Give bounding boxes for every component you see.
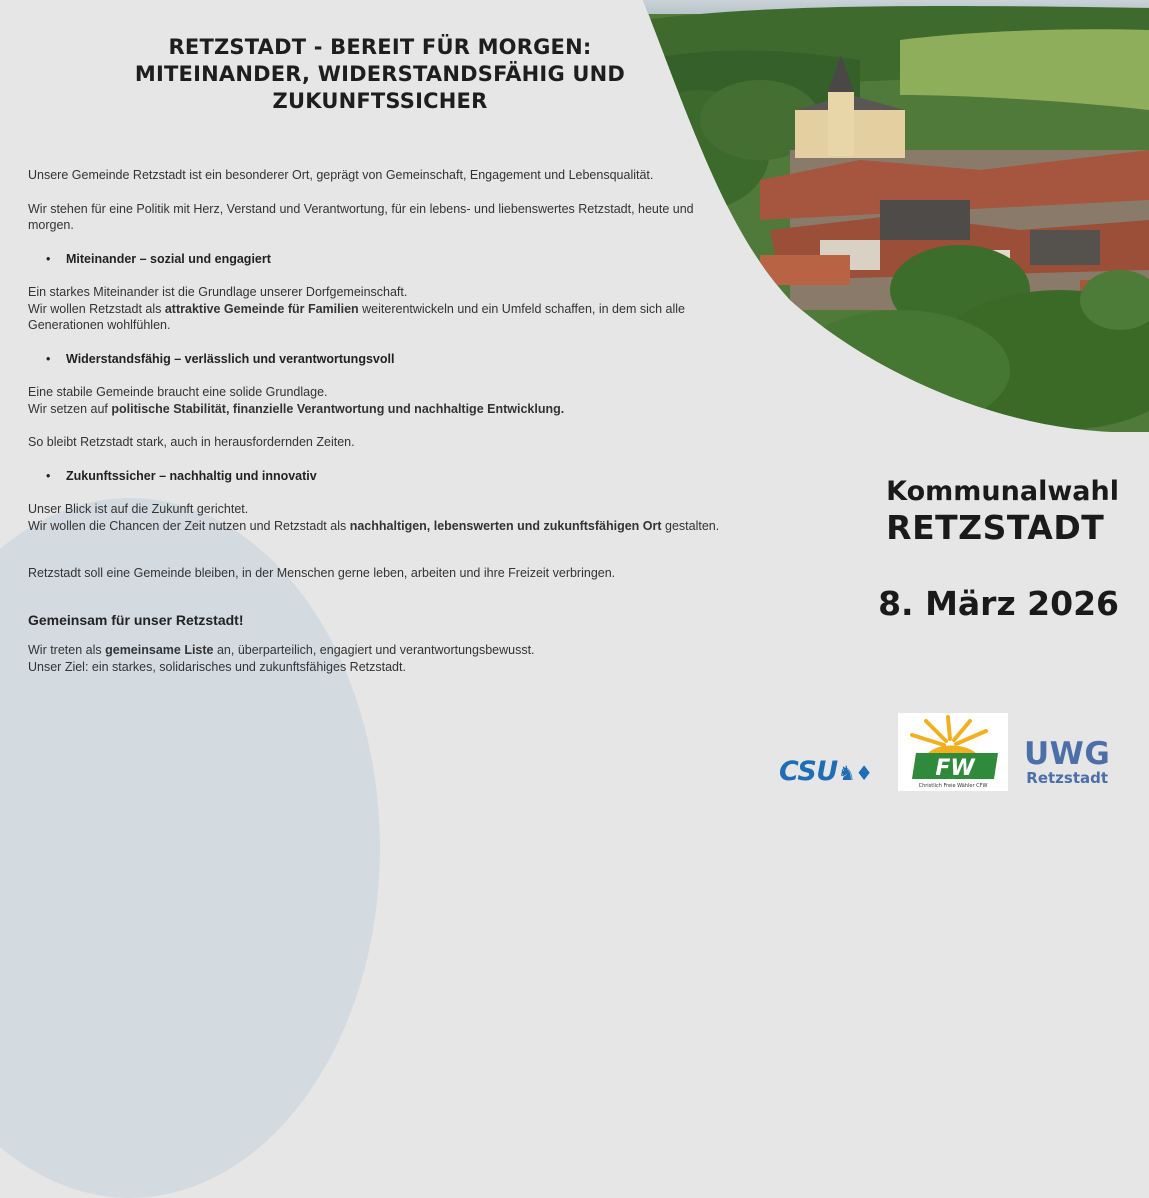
together-heading: Gemeinsam für unser Retzstadt!: [28, 611, 244, 628]
election-label: Kommunalwahl: [886, 476, 1119, 507]
election-date: 8. März 2026: [878, 584, 1119, 623]
section2-line: Wir setzen auf politische Stabilität, finanzielle Verantwortung und nachhaltige Entwicklung.: [28, 401, 565, 416]
intro-paragraph-2: Wir stehen für eine Politik mit Herz, Verstand und Verantwortung, für ein lebens- und liebenswertes Retzstadt, heute und morgen.: [28, 201, 694, 232]
page-title: [100, 34, 660, 115]
fw-logo: [898, 713, 1008, 791]
together-line: Unser Ziel: ein starkes, solidarisches und zukunftsfähiges Retzstadt.: [28, 659, 406, 674]
csu-logo: [779, 756, 873, 787]
title-line: MITEINANDER, WIDERSTANDSFÄHIG UND: [134, 62, 626, 86]
election-town: RETZSTADT: [886, 508, 1105, 547]
uwg-logo: [1024, 738, 1110, 786]
section3-line: Wir wollen die Chancen der Zeit nutzen und Retzstadt als nachhaltigen, lebenswerten und zukunftsfähigen Ort gestalten.: [28, 518, 720, 533]
section2-line: Eine stabile Gemeinde braucht eine solide Grundlage.: [28, 385, 328, 399]
body-text: [28, 167, 728, 675]
lion-icon: ♞♦: [837, 761, 873, 785]
section1-line: Ein starkes Miteinander ist die Grundlage unserer Dorfgemeinschaft.: [28, 285, 408, 299]
section-heading-zukunftssicher: • Zukunftssicher – nachhaltig und innovativ: [28, 468, 728, 485]
svg-text:FW: FW: [935, 756, 975, 781]
election-title: [886, 476, 1119, 548]
title-line: ZUKUNFTSSICHER: [272, 89, 488, 113]
closing-paragraph: Retzstadt soll eine Gemeinde bleiben, in der Menschen gerne leben, arbeiten und ihre Freizeit verbringen.: [28, 566, 616, 580]
uwg-logo-subtitle: Retzstadt: [1026, 769, 1109, 787]
section2-line: So bleibt Retzstadt stark, auch in herausfordernden Zeiten.: [28, 435, 355, 449]
intro-paragraph-1: Unsere Gemeinde Retzstadt ist ein besonderer Ort, geprägt von Gemeinschaft, Engagement und Lebensqualität.: [28, 168, 654, 182]
section-heading-miteinander: • Miteinander – sozial und engagiert: [28, 251, 728, 268]
section3-line: Unser Blick ist auf die Zukunft gerichtet.: [28, 502, 249, 516]
together-line: Wir treten als gemeinsame Liste an, überparteilich, engagiert und verantwortungsbewusst.: [28, 643, 535, 657]
section-heading-widerstandsfaehig: • Widerstandsfähig – verlässlich und verantwortungsvoll: [28, 351, 728, 368]
section1-line: Wir wollen Retzstadt als attraktive Gemeinde für Familien weiterentwickeln und ein Umfeld schaffen, in dem sich alle Generationen wohlfühlen.: [28, 301, 685, 332]
svg-text:Christlich Freie Wähler CFW: Christlich Freie Wähler CFW: [918, 783, 988, 789]
uwg-logo-text: UWG: [1024, 736, 1111, 772]
csu-logo-text: CSU: [779, 756, 838, 787]
title-line: RETZSTADT - BEREIT FÜR MORGEN:: [168, 35, 592, 59]
